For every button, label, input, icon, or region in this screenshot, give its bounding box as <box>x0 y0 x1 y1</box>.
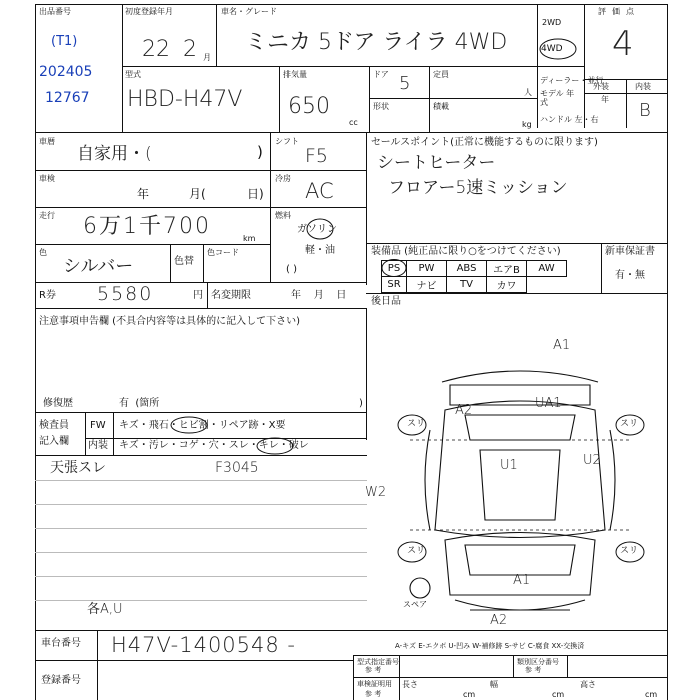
auction-sheet: 出品番号 (T1) 202405 12767 初度登録年月 22 2 月 車名・グレード ミニカ 5ドア ライラ 4WD 2WD 4WD 評価点 4 外装 内装 B 型式 HBD-H47V 排気量 650 cc ドア 5 定員 人 形状 積載 kg ディーラー・並行 モデル 年式 年 ハンドル 左・右 車暦 自家用・( ) シフト F5 車検 年 月( 日) 冷房 AC 走行 6万1千700 km 燃料 ガソリン 軽・油 ( ) 色 シルバー 色替 色コード R券 5580 円 名変期限 年 月 日 セールスポイント(正常に機能するものに限ります) シートヒーター フロアー5速ミッション 装備品 (純正品に限り○をつけてください) PS PW ABS エアB AW SR ナビ TV カワ 新車保証書 有・無 後日品 注意事項申告欄 (不具合内容等は具体的に記入して下さい) 修復歴 有 (箇所 ) 検査員 記入欄 FW キズ・飛石・ヒビ割・リペア跡・X要 内装 キズ・汚レ・コゲ・穴・スレ・キレ・破レ 天張スレ F3045 各A,U A1 A2 UA1 U1 U2 W2 A1 A2 スリ スリ スリ スリ スペア A-キズ E-エクボ U-凹み W-補修跡 S-サビ C-腐食 XX-交換済 車台番号 H47V-1400548 - 登録番号 型式指定番号 参 考 類別区分番号 参 考 車検証明用 参 考 長さ cm 幅 cm 高さ cm <box>35 0 668 700</box>
lot-line3: 12767 <box>45 90 90 106</box>
first-reg-label: 初度登録年月 <box>125 7 173 16</box>
inspection-label: 車検 <box>39 174 55 183</box>
checker-int-text: キズ・汚レ・コゲ・穴・スレ・キレ・破レ <box>119 440 309 451</box>
cert-ref: 参 考 <box>365 690 382 698</box>
cert-width: 幅 <box>490 680 498 689</box>
drive-2wd-label: 2WD <box>542 18 562 27</box>
equip-tv: TV <box>446 276 487 293</box>
dmg-u2: U2 <box>583 453 601 468</box>
specified-label: 型式指定番号 <box>357 658 399 666</box>
reg-no-label: 登録番号 <box>41 675 81 686</box>
capacity-label: 定員 <box>433 70 449 79</box>
selling-line2: フロアー5速ミッション <box>388 178 568 198</box>
border-right <box>667 4 668 700</box>
inspection-year: 年 <box>137 187 150 201</box>
fw-chip-circle <box>169 415 209 435</box>
damage-legend: A-キズ E-エクボ U-凹み W-補修跡 S-サビ C-腐食 XX-交換済 <box>395 642 585 650</box>
equip-aw: AW <box>526 260 567 277</box>
lot-line1: (T1) <box>51 34 78 49</box>
lot-label: 出品番号 <box>39 7 71 16</box>
equip-pw: PW <box>406 260 447 277</box>
grade-int-label: 内装 <box>635 82 651 91</box>
memo-line2: F3045 <box>215 460 259 476</box>
history-close: ) <box>257 143 263 161</box>
mileage-value: 6万1千700 <box>83 214 211 239</box>
model-type-value: HBD-H47V <box>127 87 243 112</box>
grade-ext-label: 外装 <box>593 82 609 91</box>
model-year-unit: 年 <box>601 95 609 104</box>
r-coupon-label: R券 <box>39 290 56 301</box>
mileage-label: 走行 <box>39 211 55 220</box>
checker-label1: 検査員 <box>39 420 69 431</box>
dmg-w2: W2 <box>365 485 387 500</box>
displacement-value: 650 <box>288 94 330 119</box>
cert-width-unit: cm <box>552 690 565 699</box>
repair-value: 有 (箇所 <box>119 398 160 409</box>
specified-ref: 参 考 <box>365 666 382 674</box>
equip-ps-circle <box>380 258 408 278</box>
cert-label: 車検証明用 <box>357 680 392 688</box>
equip-leather: カワ <box>486 276 527 293</box>
checker-fw: FW <box>90 420 106 431</box>
equip-abs: ABS <box>446 260 487 277</box>
first-reg-year: 22 <box>142 37 170 62</box>
checker-fw-text: キズ・飛石・ヒビ割・リペア跡・X要 <box>119 420 286 431</box>
load-label: 積載 <box>433 102 449 111</box>
r-coupon-value: 5580 <box>97 283 154 305</box>
history-value: 自家用・( <box>77 144 152 164</box>
equip-sr: SR <box>381 276 407 293</box>
equipment-label: 装備品 (純正品に限り○をつけてください) <box>371 246 561 257</box>
dmg-u1: U1 <box>500 458 518 473</box>
color-code-label: 色コード <box>207 248 239 257</box>
grade-value: 4 <box>612 24 634 64</box>
displacement-label: 排気量 <box>283 70 307 79</box>
repair-label: 修復歴 <box>43 398 73 409</box>
warranty-label: 新車保証書 <box>605 246 655 257</box>
history-label: 車暦 <box>39 137 55 146</box>
model-year-label: モデル 年式 <box>540 89 575 107</box>
lot-line2: 202405 <box>39 64 93 80</box>
spare-label: スペア <box>403 600 427 609</box>
doors-value: 5 <box>399 73 411 94</box>
notes-label: 注意事項申告欄 (不具合内容等は具体的に記入して下さい) <box>39 316 300 327</box>
dealer-label: ディーラー・並行 <box>540 76 604 85</box>
memo-line3: 各A,U <box>87 602 123 617</box>
shift-value: F5 <box>305 145 329 167</box>
fuel-diesel: 軽・油 <box>305 245 335 256</box>
memo-line1: 天張スレ <box>50 460 106 476</box>
equip-navi: ナビ <box>406 276 447 293</box>
checker-int: 内装 <box>88 440 108 451</box>
inspection-month: 月( <box>189 187 206 201</box>
first-reg-month: 2 <box>183 37 197 62</box>
first-reg-unit: 月 <box>203 53 211 62</box>
load-unit: kg <box>522 120 532 129</box>
drive-circle <box>538 36 578 62</box>
dmg-scratch-rl: スリ <box>407 546 426 556</box>
grade-int-value: B <box>639 100 651 121</box>
color-label: 色 <box>39 248 47 257</box>
class-label: 類別区分番号 <box>517 658 559 666</box>
int-scuff-circle <box>255 436 295 456</box>
warranty-value: 有・無 <box>615 270 645 281</box>
model-type-label: 型式 <box>125 70 141 79</box>
color-value: シルバー <box>63 256 134 277</box>
dmg-a1-top: A1 <box>553 338 571 353</box>
class-ref: 参 考 <box>525 666 542 674</box>
cert-length: 長さ <box>402 680 418 689</box>
cooling-label: 冷房 <box>275 174 291 183</box>
fuel-circle <box>305 217 335 241</box>
after-day-label: 後日品 <box>371 296 401 307</box>
equip-airbag: エアB <box>486 260 527 277</box>
model-name-label: 車名・グレード <box>221 7 277 16</box>
cooling-value: AC <box>305 179 334 203</box>
cert-length-unit: cm <box>463 690 476 699</box>
shape-label: 形状 <box>373 102 389 111</box>
selling-label: セールスポイント(正常に機能するものに限ります) <box>371 137 598 148</box>
chassis-value: H47V-1400548 - <box>111 633 297 657</box>
fuel-paren: ( ) <box>286 264 297 275</box>
selling-line1: シートヒーター <box>377 153 496 173</box>
displacement-unit: cc <box>349 118 358 127</box>
handle-label: ハンドル 左・右 <box>540 115 599 124</box>
model-name-value: ミニカ 5ドア ライラ 4WD <box>245 30 508 55</box>
doors-label: ドア <box>373 70 389 79</box>
border-top <box>35 4 668 5</box>
dmg-scratch-fr: スリ <box>620 419 639 429</box>
cert-height: 高さ <box>580 680 596 689</box>
capacity-unit: 人 <box>524 88 532 97</box>
cert-height-unit: cm <box>645 690 658 699</box>
drive-4wd: 4WD <box>541 44 563 54</box>
r-coupon-unit: 円 <box>193 290 203 301</box>
color-change-label: 色替 <box>174 256 194 267</box>
dmg-scratch-fl: スリ <box>407 419 426 429</box>
dmg-ua1: UA1 <box>535 396 562 411</box>
checker-label2: 記入欄 <box>39 436 69 447</box>
dmg-scratch-rr: スリ <box>620 546 639 556</box>
name-change-label: 名変期限 <box>211 290 251 301</box>
dmg-a2: A2 <box>455 403 473 418</box>
dmg-a2-front: A2 <box>490 613 508 628</box>
inspection-day: 日) <box>247 187 264 201</box>
dmg-a1-front: A1 <box>513 573 531 588</box>
name-change-date: 年 月 日 <box>291 290 347 301</box>
shift-label: シフト <box>275 137 299 146</box>
grade-label: 評価点 <box>598 7 640 16</box>
fuel-gas: ガソリン <box>297 224 337 235</box>
fuel-label: 燃料 <box>275 211 291 220</box>
equip-ps: PS <box>381 260 407 277</box>
chassis-label: 車台番号 <box>41 638 81 649</box>
mileage-unit: km <box>243 234 256 243</box>
border-left <box>35 4 36 700</box>
